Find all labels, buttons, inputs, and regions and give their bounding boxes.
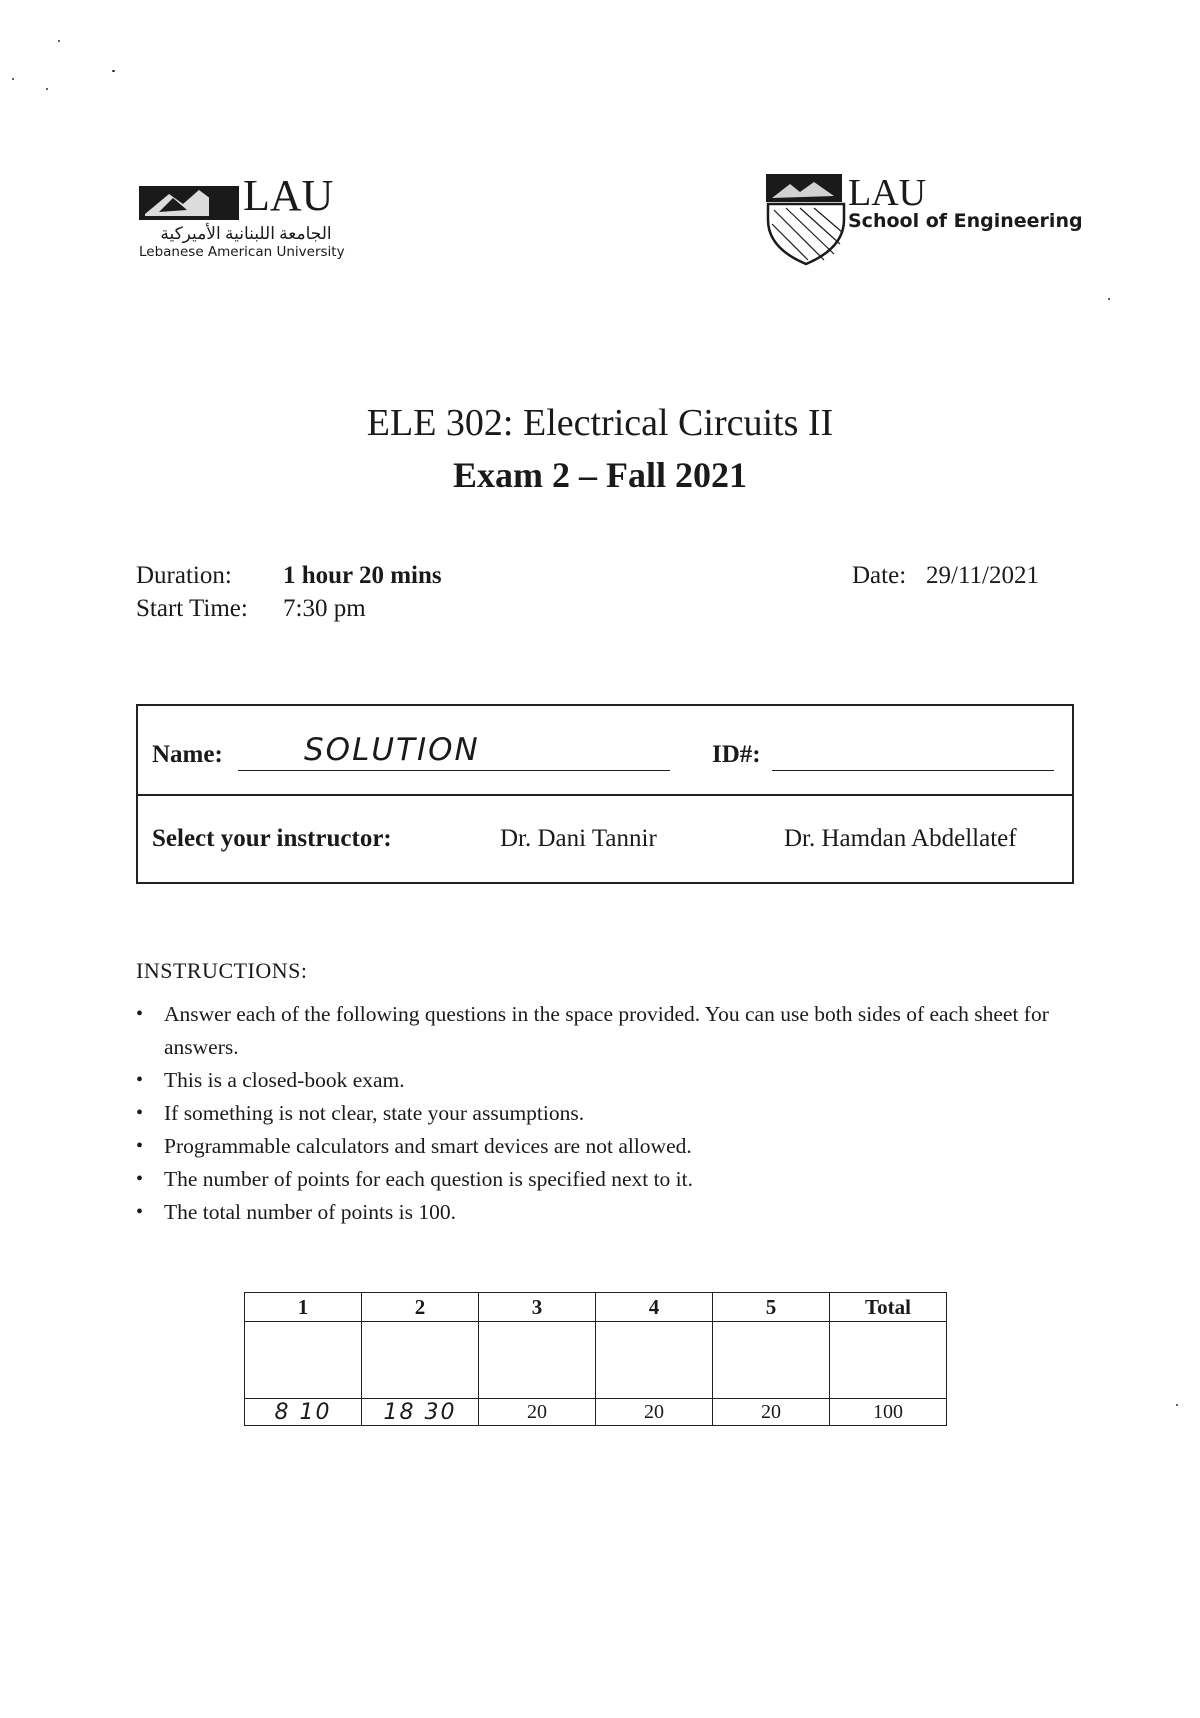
student-info-box xyxy=(136,704,1074,884)
instructions-list xyxy=(136,998,1076,1229)
instruction-item: • Answer each of the following questions in the space provided. You can use both sides of each sheet for answers. xyxy=(136,998,1076,1064)
date-label: Date: xyxy=(852,562,907,589)
instruction-item: • The number of points for each question is specified next to it. xyxy=(136,1163,1076,1196)
instructor-label: Select your instructor: xyxy=(152,825,392,852)
score-cell-q3[interactable] xyxy=(479,1322,596,1399)
score-table xyxy=(244,1292,947,1426)
score-cell-q2[interactable] xyxy=(362,1322,479,1399)
points-q3: 20 xyxy=(479,1399,596,1426)
lau-cedar-emblem-icon xyxy=(139,176,239,222)
name-label: Name: xyxy=(152,741,223,768)
instruction-item: • The total number of points is 100. xyxy=(136,1196,1076,1229)
scan-speck xyxy=(1108,298,1110,300)
scan-speck xyxy=(12,78,14,80)
score-cell-q4[interactable] xyxy=(596,1322,713,1399)
duration-value: 1 hour 20 mins xyxy=(283,562,442,589)
instructor-option-tannir[interactable]: Dr. Dani Tannir xyxy=(500,825,657,852)
scan-speck xyxy=(1176,1404,1178,1406)
lau-engineering-logo xyxy=(764,170,1084,270)
score-header-q4: 4 xyxy=(596,1293,713,1322)
instructor-option-abdellatef[interactable]: Dr. Hamdan Abdellatef xyxy=(784,825,1017,852)
lau-english-name: Lebanese American University xyxy=(139,244,345,260)
scan-speck xyxy=(46,88,48,90)
score-header-q2: 2 xyxy=(362,1293,479,1322)
score-header-q5: 5 xyxy=(713,1293,830,1322)
scan-speck xyxy=(58,40,60,42)
duration-label: Duration: xyxy=(136,562,232,589)
course-title: ELE 302: Electrical Circuits II xyxy=(366,402,834,444)
id-field[interactable] xyxy=(772,730,1054,771)
id-label: ID#: xyxy=(712,741,761,768)
score-cell-q5[interactable] xyxy=(713,1322,830,1399)
exam-title: Exam 2 – Fall 2021 xyxy=(453,455,747,495)
instructions-heading: INSTRUCTIONS: xyxy=(136,958,308,983)
name-value: SOLUTION xyxy=(304,732,480,768)
score-header-total: Total xyxy=(830,1293,947,1322)
box-divider xyxy=(138,794,1072,796)
start-time-value: 7:30 pm xyxy=(283,595,366,622)
instruction-item: • If something is not clear, state your assumptions. xyxy=(136,1097,1076,1130)
score-entry-row xyxy=(245,1322,947,1399)
lau-wordmark-right: LAU xyxy=(848,172,927,214)
lau-logo-left xyxy=(139,172,369,262)
points-q4: 20 xyxy=(596,1399,713,1426)
lau-wordmark: LAU xyxy=(243,171,334,220)
points-q2: 18 30 xyxy=(362,1399,479,1426)
instruction-item: • Programmable calculators and smart devices are not allowed. xyxy=(136,1130,1076,1163)
scan-speck xyxy=(112,70,115,72)
school-of-engineering-label: School of Engineering xyxy=(848,210,1083,232)
points-row xyxy=(245,1399,947,1426)
points-total: 100 xyxy=(830,1399,947,1426)
start-time-label: Start Time: xyxy=(136,595,248,622)
score-header-q1: 1 xyxy=(245,1293,362,1322)
points-q1: 8 10 xyxy=(245,1399,362,1426)
date-value: 29/11/2021 xyxy=(926,562,1039,589)
score-cell-q1[interactable] xyxy=(245,1322,362,1399)
points-q5: 20 xyxy=(713,1399,830,1426)
score-cell-total[interactable] xyxy=(830,1322,947,1399)
instruction-item: • This is a closed-book exam. xyxy=(136,1064,1076,1097)
score-header-q3: 3 xyxy=(479,1293,596,1322)
lau-arabic-name: الجامعة اللبنانية الأميركية xyxy=(160,224,332,243)
score-table-header-row xyxy=(245,1293,947,1322)
name-field[interactable] xyxy=(238,730,670,771)
engineering-shield-icon xyxy=(764,170,846,266)
